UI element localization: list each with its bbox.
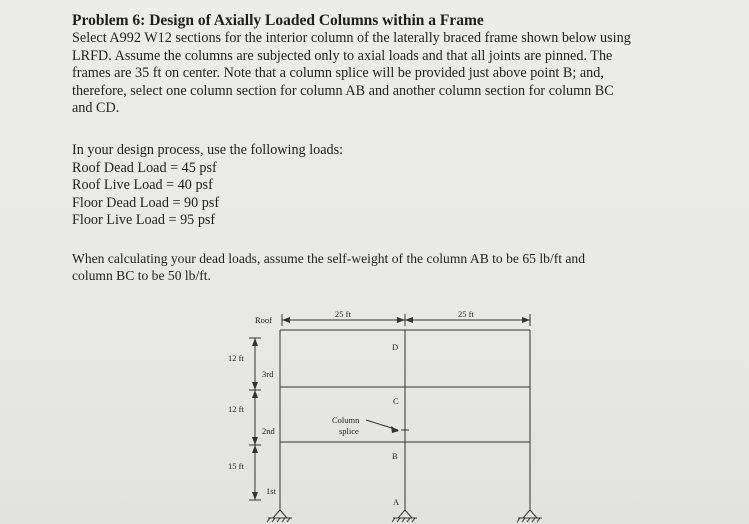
floor-live-load: Floor Live Load = 95 psf (72, 212, 216, 229)
splice-label-line-2: splice (339, 426, 359, 436)
roof-label: Roof (255, 315, 272, 325)
dead-load-note-line-2: column BC to be 50 lb/ft. (72, 268, 211, 283)
height-middle-label: 12 ft (228, 404, 244, 414)
splice-label-line-1: Column (332, 415, 360, 425)
span-right-label: 25 ft (458, 309, 474, 319)
problem-line-2: LRFD. Assume the columns are subjected only to axial loads and that all joints are pinned. The (72, 47, 613, 64)
third-floor-label: 3rd (262, 369, 274, 379)
problem-line-4: therefore, select one column section for column AB and another column section for column BC (72, 82, 614, 99)
roof-live-load: Roof Live Load = 40 psf (72, 177, 213, 194)
loads-intro: In your design process, use the following loads: (72, 142, 344, 158)
problem-line-1: Select A992 W12 sections for the interior column of the laterally braced frame shown below using (72, 30, 631, 46)
point-c-label: C (393, 396, 399, 406)
point-b-label: B (392, 451, 398, 461)
pin-support-right (517, 510, 542, 522)
problem-line-5: and CD. (72, 100, 120, 117)
second-floor-label: 2nd (262, 426, 275, 436)
first-floor-label: 1st (266, 486, 276, 496)
dead-load-note-line-1: When calculating your dead loads, assume the self-weight of the column AB to be 65 lb/ft and (72, 251, 586, 266)
pin-support-left (267, 510, 292, 522)
roof-dead-load: Roof Dead Load = 45 psf (72, 159, 217, 176)
floor-dead-load: Floor Dead Load = 90 psf (72, 194, 220, 211)
span-left-label: 25 ft (335, 309, 351, 319)
point-a-label: A (393, 497, 400, 507)
height-bottom-label: 15 ft (228, 461, 244, 471)
problem-line-3: frames are 35 ft on center. Note that a column splice will be provided just above point B; and, (72, 65, 604, 82)
height-top-label: 12 ft (228, 353, 244, 363)
problem-title: Problem 6: Design of Axially Loaded Columns within a Frame (72, 12, 484, 29)
pin-support-a (392, 510, 417, 522)
point-d-label: D (392, 342, 399, 352)
